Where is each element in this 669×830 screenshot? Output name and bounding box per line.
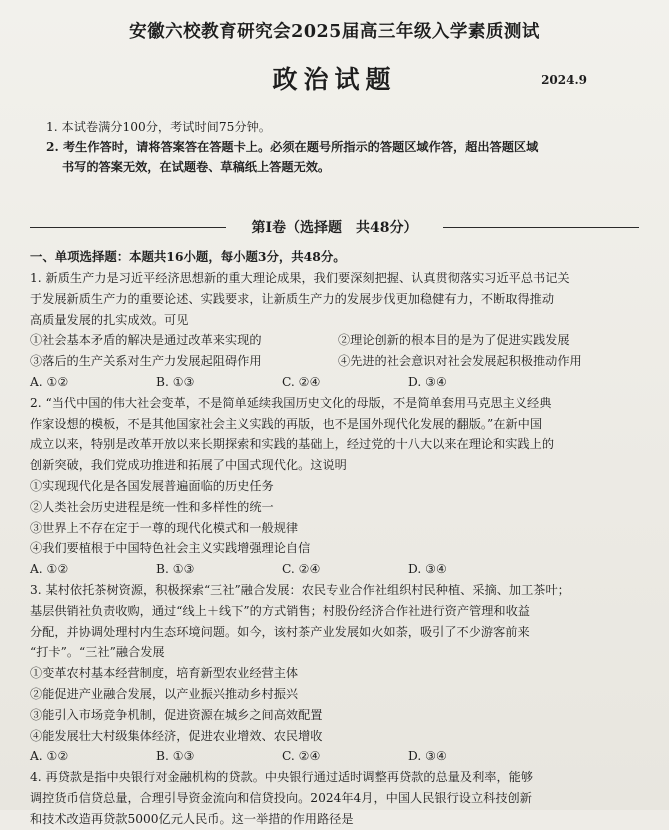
option: ①实现现代化是各国发展普遍面临的历史任务	[30, 478, 274, 493]
question-stem-line: 4. 再贷款是指中央银行对金融机构的贷款。中央银行通过适时调整再贷款的总量及利率，能够	[30, 770, 534, 785]
exam-notes	[46, 117, 636, 177]
answer-choices	[30, 372, 636, 393]
exam-date: 2024.9	[541, 73, 587, 87]
question-stem-line: 基层供销社负责收购，通过“线上＋线下”的方式销售；村股份经济合作社进行资产管理和收益	[30, 603, 530, 618]
exam-title: 安徽六校教育研究会2025届高三年级入学素质测试	[129, 22, 540, 42]
question-stem-line: 1. 新质生产力是习近平经济思想新的重大理论成果，我们要深刻把握、认真贯彻落实习近平总书记关	[30, 271, 570, 285]
answer-d[interactable]: D. ③④	[408, 749, 447, 764]
question-stem-line: 于发展新质生产力的重要论述、实践要求，让新质生产力的发展步伐更加稳健有力，不断取得推动	[30, 291, 555, 306]
part-header: 第Ⅰ卷（选择题 共48分）	[251, 220, 418, 236]
question-1	[30, 268, 636, 393]
answer-a[interactable]: A. ①②	[30, 562, 69, 577]
answer-choices	[30, 559, 636, 580]
answer-c[interactable]: C. ②④	[282, 374, 321, 389]
option: ④我们要植根于中国特色社会主义实践增强理论自信	[30, 541, 311, 556]
option: ④能发展壮大村级集体经济，促进农业增效、农民增收	[30, 728, 323, 743]
option-grid	[30, 330, 636, 372]
answer-d[interactable]: D. ③④	[408, 374, 447, 389]
question-stem-line: 作家设想的模板，不是其他国家社会主义实践的再版，也不是国外现代化发展的翻版。”在新中国	[30, 416, 543, 431]
question-stem-line: 高质量发展的扎实成效。可见	[30, 312, 189, 327]
option: ②人类社会历史进程是统一性和多样性的统一	[30, 499, 274, 514]
question-stem-line: 成立以来，特别是改革开放以来长期探索和实践的基础上，经过党的十八大以来在理论和实践上的	[30, 437, 555, 452]
answer-c[interactable]: C. ②④	[282, 562, 321, 577]
question-4	[30, 767, 636, 829]
subject-title: 政治试题	[272, 65, 397, 94]
option: ③落后的生产关系对生产力发展起阻碍作用	[30, 354, 262, 369]
answer-a[interactable]: A. ①②	[30, 749, 69, 764]
question-3	[30, 580, 636, 767]
note-line: 1. 本试卷满分100分，考试时间75分钟。	[46, 120, 271, 134]
option: ②理论创新的根本目的是为了促进实践发展	[338, 333, 570, 348]
question-stem-line: 创新突破，我们党成功推进和拓展了中国式现代化。这说明	[30, 458, 347, 473]
answer-b[interactable]: B. ①③	[156, 749, 195, 764]
answer-b[interactable]: B. ①③	[156, 562, 195, 577]
answer-c[interactable]: C. ②④	[282, 749, 321, 764]
option: ③能引入市场竞争机制，促进资源在城乡之间高效配置	[30, 707, 323, 722]
answer-b[interactable]: B. ①③	[156, 374, 195, 389]
option: ③世界上不存在定于一尊的现代化模式和一般规律	[30, 520, 299, 535]
question-stem-line: 2. “当代中国的伟大社会变革，不是简单延续我国历史文化的母版，不是简单套用马克思主义经典	[30, 395, 552, 410]
answer-a[interactable]: A. ①②	[30, 374, 69, 389]
option: ①社会基本矛盾的解决是通过改革来实现的	[30, 333, 262, 348]
answer-choices	[30, 746, 636, 767]
question-stem-line: 和技术改造再贷款5000亿元人民币。这一举措的作用路径是	[30, 811, 354, 826]
question-stem-line: 分配，并协调处理村内生态环境问题。如今，该村茶产业发展如火如荼，吸引了不少游客前来	[30, 624, 530, 639]
question-stem-line: 3. 某村依托茶树资源，积极探索“三社”融合发展：农民专业合作社组织村民种植、采摘、加工茶叶；	[30, 582, 570, 597]
section-title: 一、单项选择题：本题共16小题，每小题3分，共48分。	[30, 249, 346, 264]
answer-d[interactable]: D. ③④	[408, 562, 447, 577]
question-2	[30, 393, 636, 580]
note-line: 书写的答案无效，在试题卷、草稿纸上答题无效。	[62, 160, 331, 174]
option: ④先进的社会意识对社会发展起积极推动作用	[338, 354, 582, 369]
option: ②能促进产业融合发展，以产业振兴推动乡村振兴	[30, 686, 299, 701]
note-line: 2. 考生作答时，请将答案答在答题卡上。必须在题号所指示的答题区域作答，超出答题区域	[46, 140, 539, 154]
divider-right	[443, 227, 639, 228]
question-stem-line: “打卡”。“三社”融合发展	[30, 645, 165, 660]
option: ①变革农村基本经营制度，培育新型农业经营主体	[30, 666, 299, 681]
question-stem-line: 调控货币信贷总量，合理引导资金流向和信贷投向。2024年4月，中国人民银行设立科技创新	[30, 790, 532, 805]
question-list	[30, 268, 636, 830]
